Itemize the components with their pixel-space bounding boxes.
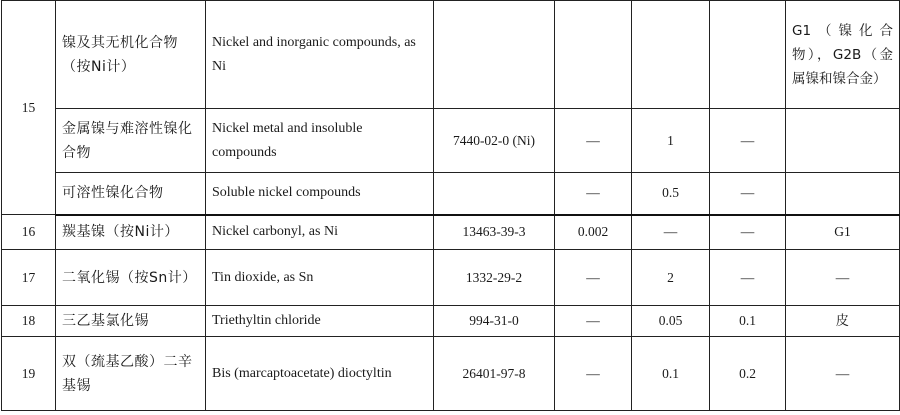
mac-value (555, 1, 632, 109)
cas-number (434, 173, 555, 215)
row-number: 17 (2, 250, 56, 306)
chinese-name: 可溶性镍化合物 (56, 173, 206, 215)
chinese-name: 双（巯基乙酸）二辛基锡 (56, 337, 206, 411)
twa-value (632, 1, 710, 109)
carcinogen-note: 皮 (786, 306, 900, 337)
cas-number: 994-31-0 (434, 306, 555, 337)
cas-number: 26401-97-8 (434, 337, 555, 411)
mac-value: 0.002 (555, 215, 632, 250)
stel-value: — (710, 109, 786, 173)
chinese-name: 金属镍与难溶性镍化合物 (56, 109, 206, 173)
table-row (2, 306, 900, 337)
chinese-name: 镍及其无机化合物（按Ni计） (56, 1, 206, 109)
cas-number: 13463-39-3 (434, 215, 555, 250)
english-name: Nickel metal and insoluble compounds (206, 109, 434, 173)
cas-number: 7440-02-0 (Ni) (434, 109, 555, 173)
substance-limits-table (1, 0, 900, 411)
carcinogen-note (786, 173, 900, 215)
english-name: Bis (marcaptoacetate) dioctyltin (206, 337, 434, 411)
cas-number (434, 1, 555, 109)
twa-value: 0.1 (632, 337, 710, 411)
row-number: 18 (2, 306, 56, 337)
carcinogen-note: G1 (786, 215, 900, 250)
english-name: Soluble nickel compounds (206, 173, 434, 215)
twa-value: — (632, 215, 710, 250)
row-number: 16 (2, 215, 56, 250)
table-row (2, 215, 900, 250)
stel-value: 0.1 (710, 306, 786, 337)
mac-value: — (555, 306, 632, 337)
row-number: 15 (2, 1, 56, 215)
table-row (2, 250, 900, 306)
stel-value: — (710, 250, 786, 306)
chinese-name: 羰基镍（按Ni计） (56, 215, 206, 250)
table-row (2, 1, 900, 109)
carcinogen-note (786, 109, 900, 173)
stel-value: — (710, 215, 786, 250)
mac-value: — (555, 109, 632, 173)
mac-value: — (555, 250, 632, 306)
mac-value: — (555, 337, 632, 411)
table-row (2, 337, 900, 411)
carcinogen-note: G1（镍化合物），G2B（金属镍和镍合金） (786, 1, 900, 109)
mac-value: — (555, 173, 632, 215)
table-row (2, 173, 900, 215)
english-name: Nickel carbonyl, as Ni (206, 215, 434, 250)
english-name: Triethyltin chloride (206, 306, 434, 337)
twa-value: 0.5 (632, 173, 710, 215)
row-number: 19 (2, 337, 56, 411)
english-name: Nickel and inorganic compounds, as Ni (206, 1, 434, 109)
stel-value: — (710, 173, 786, 215)
cas-number: 1332-29-2 (434, 250, 555, 306)
carcinogen-note: — (786, 337, 900, 411)
twa-value: 2 (632, 250, 710, 306)
twa-value: 1 (632, 109, 710, 173)
chinese-name: 三乙基氯化锡 (56, 306, 206, 337)
twa-value: 0.05 (632, 306, 710, 337)
stel-value: 0.2 (710, 337, 786, 411)
carcinogen-note: — (786, 250, 900, 306)
chinese-name: 二氧化锡（按Sn计） (56, 250, 206, 306)
table-row (2, 109, 900, 173)
stel-value (710, 1, 786, 109)
english-name: Tin dioxide, as Sn (206, 250, 434, 306)
